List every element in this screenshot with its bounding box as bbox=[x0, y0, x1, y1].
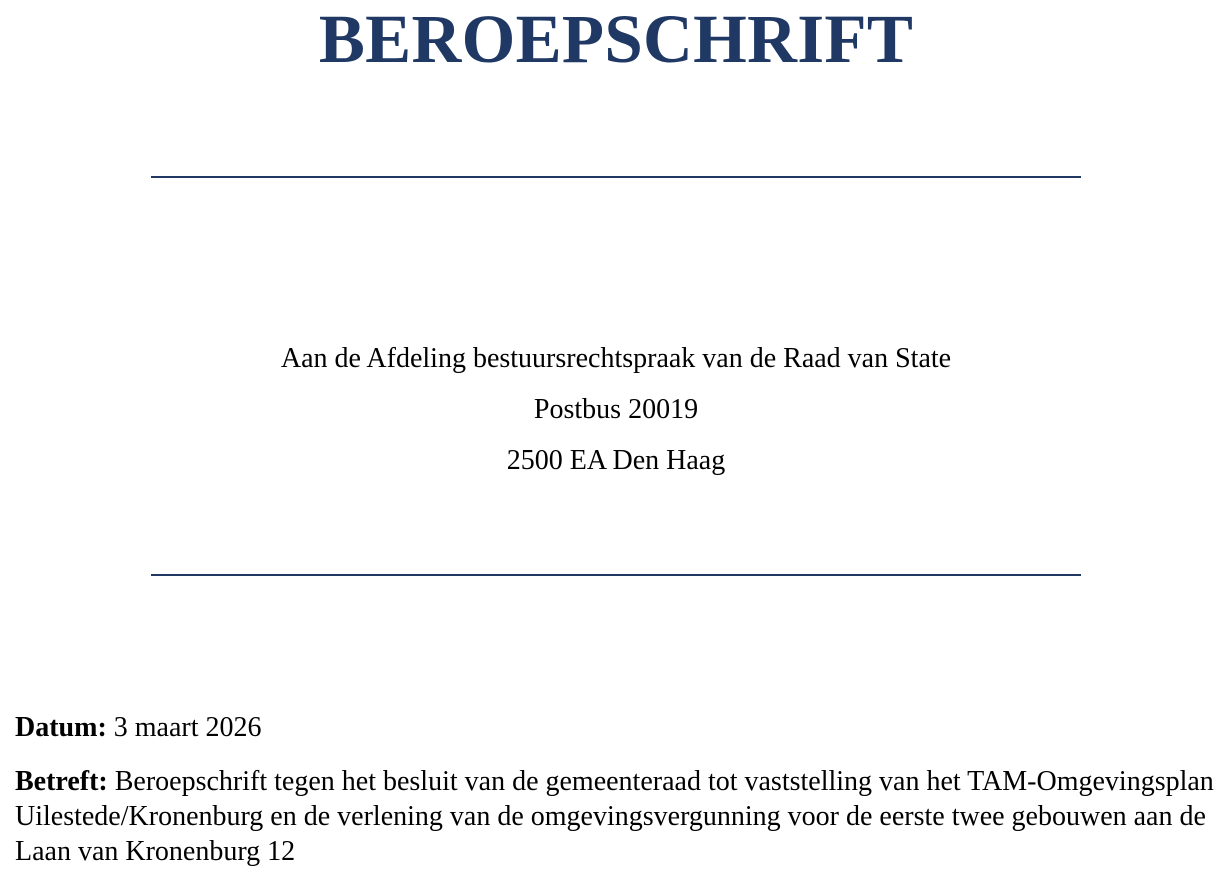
recipient-line-2: Postbus 20019 bbox=[533, 394, 699, 425]
subject-label: Betreft: bbox=[15, 766, 108, 797]
recipient-address bbox=[0, 333, 1222, 486]
date-label: Datum: bbox=[15, 712, 107, 743]
subject-paragraph bbox=[15, 764, 1215, 869]
recipient-line-1: Aan de Afdeling bestuursrechtspraak van de Raad van State bbox=[280, 343, 952, 374]
recipient-line-3: 2500 EA Den Haag bbox=[506, 445, 726, 476]
date-value: 3 maart 2026 bbox=[113, 712, 262, 743]
bottom-divider bbox=[151, 574, 1081, 576]
document-title: BEROEPSCHRIFT bbox=[318, 1, 914, 77]
date-line bbox=[15, 709, 1215, 747]
subject-value: Beroepschrift tegen het besluit van de gemeenteraad tot vaststelling van het TAM-Omgevingsplan Uilestede/Kronenburg en de verlening van de omgevingsvergunning voor de eerste twee gebouwen aan de Laan van Kronenburg 12 bbox=[15, 766, 1214, 867]
top-divider bbox=[151, 176, 1081, 178]
